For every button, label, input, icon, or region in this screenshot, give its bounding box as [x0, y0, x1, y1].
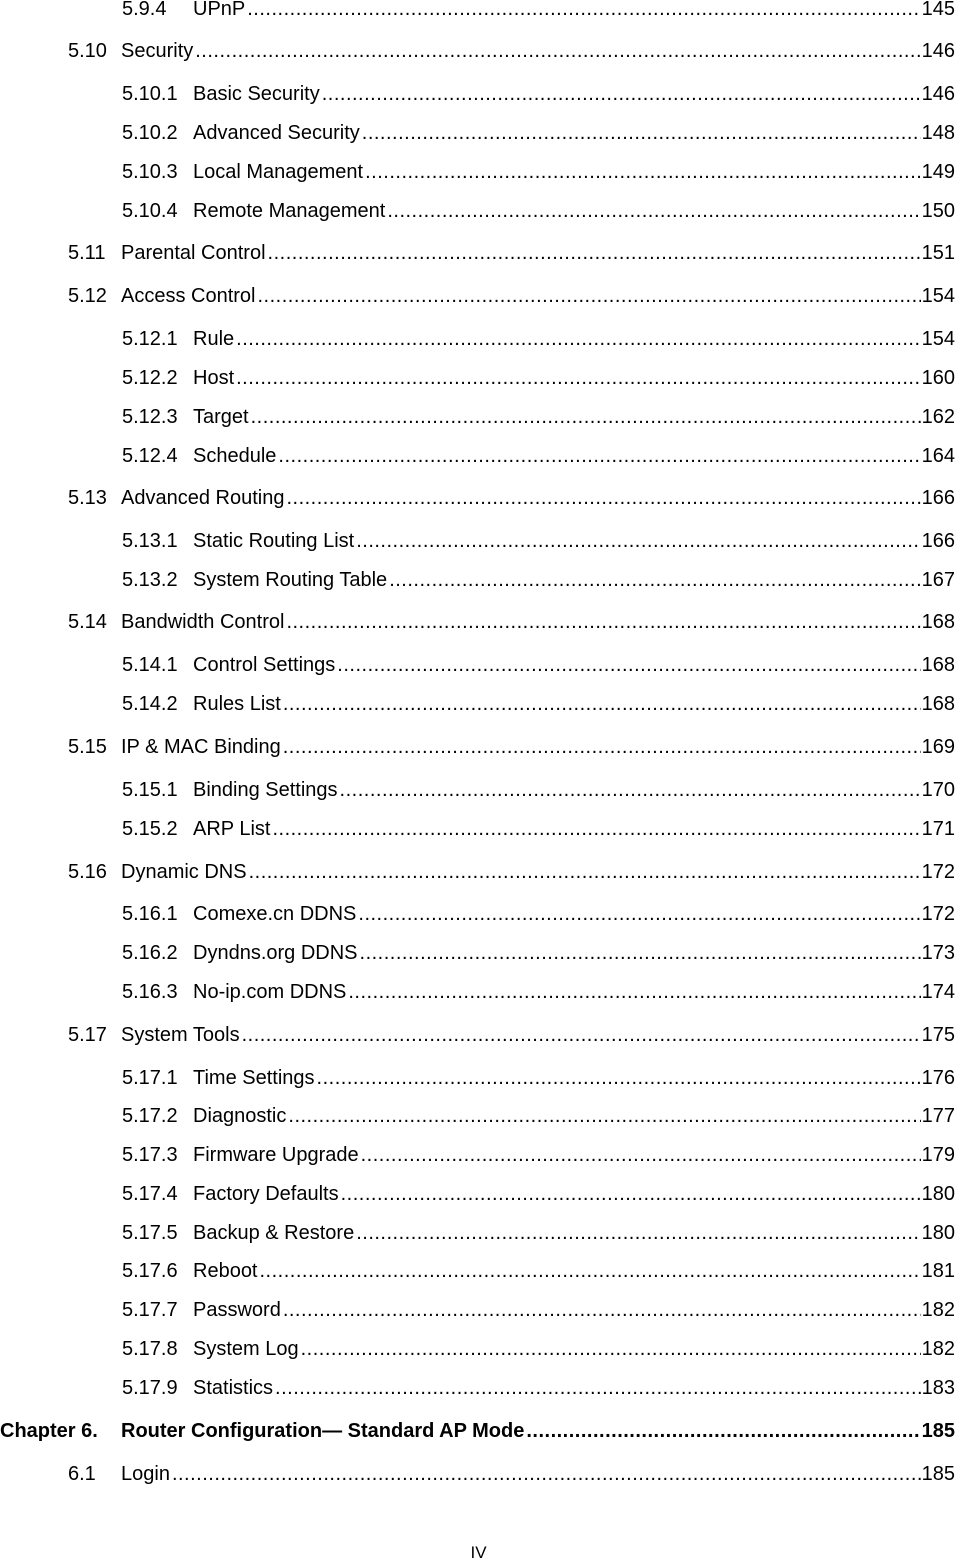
toc-entry[interactable] [0, 1297, 957, 1323]
toc-entry-title: No-ip.com DDNS [193, 981, 347, 1003]
toc-entry-page: 185 [921, 1463, 955, 1485]
toc-entry-page: 177 [921, 1105, 955, 1127]
toc-entry-title: Control Settings [193, 654, 336, 676]
toc-entry-title: Statistics [193, 1377, 274, 1399]
dot-leader [286, 485, 920, 511]
toc-entry-page: 170 [921, 779, 955, 801]
toc-entry-page: 146 [921, 83, 955, 105]
toc-entry-number: 5.12.1 [122, 328, 178, 350]
toc-entry-number: 5.17.1 [122, 1067, 178, 1089]
dot-leader [268, 240, 921, 266]
dot-leader [288, 1103, 920, 1129]
toc-entry-number: 5.10.4 [122, 200, 178, 222]
toc-entry-number: 5.12 [68, 285, 107, 307]
toc-entry-page: 173 [921, 942, 955, 964]
toc-entry-number: 5.15 [68, 736, 107, 758]
toc-entry[interactable] [0, 120, 957, 146]
toc-entry-title: Static Routing List [193, 530, 355, 552]
dot-leader [251, 404, 921, 430]
dot-leader [278, 443, 920, 469]
toc-entry-title: Bandwidth Control [121, 611, 285, 633]
toc-entry-title: Local Management [193, 161, 364, 183]
toc-entry-number: 5.10.2 [122, 122, 178, 144]
dot-leader [283, 691, 921, 717]
toc-entry-number: 5.12.4 [122, 445, 178, 467]
toc-entry-page: 182 [921, 1338, 955, 1360]
dot-leader [337, 652, 920, 678]
toc-entry-title: Firmware Upgrade [193, 1144, 359, 1166]
dot-leader [283, 1297, 921, 1323]
toc-entry-title: Remote Management [193, 200, 386, 222]
toc-entry[interactable] [0, 901, 957, 927]
toc-entry-number: 5.14.2 [122, 693, 178, 715]
toc-entry[interactable] [0, 0, 957, 22]
toc-entry-number: 5.16.3 [122, 981, 178, 1003]
toc-entry-title: Access Control [121, 285, 256, 307]
toc-entry-title: System Tools [121, 1024, 240, 1046]
toc-entry-page: 168 [921, 693, 955, 715]
dot-leader [356, 528, 920, 554]
toc-entry-title: IP & MAC Binding [121, 736, 281, 758]
toc-entry-number: 5.14 [68, 611, 107, 633]
dot-leader [362, 120, 921, 146]
dot-leader [387, 198, 920, 224]
toc-entry[interactable] [0, 1103, 957, 1129]
toc-entry-number: 5.15.1 [122, 779, 178, 801]
toc-entry-number: 5.17.4 [122, 1183, 178, 1205]
toc-entry-title: Login [121, 1463, 170, 1485]
toc-entry-number: 5.11 [68, 242, 106, 264]
toc-entry-page: 175 [921, 1024, 955, 1046]
toc-entry[interactable] [0, 1065, 957, 1091]
toc-entry-number: 5.13.1 [122, 530, 178, 552]
toc-entry-number: 5.17.6 [122, 1260, 178, 1282]
toc-entry-title: Dyndns.org DDNS [193, 942, 358, 964]
toc-entry[interactable] [0, 81, 957, 107]
toc-chapter-entry[interactable] [0, 1418, 957, 1444]
toc-entry[interactable] [0, 198, 957, 224]
toc-entry[interactable] [0, 240, 957, 266]
toc-entry-page: 148 [921, 122, 955, 144]
toc-entry[interactable] [0, 326, 957, 352]
toc-entry-title: Backup & Restore [193, 1222, 355, 1244]
toc-entry[interactable] [0, 979, 957, 1005]
toc-entry-title: Diagnostic [193, 1105, 287, 1127]
toc-entry-page: 160 [921, 367, 955, 389]
toc-entry-title: Schedule [193, 445, 277, 467]
toc-entry[interactable] [0, 1181, 957, 1207]
toc-entry[interactable] [0, 1461, 957, 1487]
dot-leader [526, 1418, 920, 1444]
toc-entry-page: 168 [921, 654, 955, 676]
toc-entry[interactable] [0, 443, 957, 469]
toc-entry[interactable] [0, 609, 957, 635]
toc-entry[interactable] [0, 1336, 957, 1362]
toc-entry-page: 169 [921, 736, 955, 758]
toc-entry-title: Host [193, 367, 235, 389]
toc-entry[interactable] [0, 159, 957, 185]
toc-entry-number: 5.17 [68, 1024, 107, 1046]
toc-entry-page: 168 [921, 611, 955, 633]
toc-entry-title: Target [193, 406, 249, 428]
toc-entry-title: Factory Defaults [193, 1183, 339, 1205]
toc-entry-title: System Routing Table [193, 569, 388, 591]
page-number: IV [470, 1543, 487, 1562]
dot-leader [260, 1258, 921, 1284]
toc-entry-page: 185 [921, 1420, 955, 1442]
dot-leader [286, 609, 920, 635]
toc-entry-page: 176 [921, 1067, 955, 1089]
toc-entry[interactable] [0, 734, 957, 760]
toc-entry-page: 181 [921, 1260, 955, 1282]
toc-entry[interactable] [0, 38, 957, 64]
toc-entry[interactable] [0, 1022, 957, 1048]
dot-leader [275, 1375, 921, 1401]
toc-entry-title: Rule [193, 328, 235, 350]
dot-leader [340, 777, 921, 803]
toc-entry-number: 5.14.1 [122, 654, 178, 676]
toc-entry[interactable] [0, 283, 957, 309]
toc-entry-page: 164 [921, 445, 955, 467]
toc-entry-title: Time Settings [193, 1067, 315, 1089]
toc-entry-page: 151 [921, 242, 955, 264]
toc-entry-title: Advanced Security [193, 122, 360, 144]
toc-entry-page: 172 [921, 903, 955, 925]
toc-entry[interactable] [0, 940, 957, 966]
dot-leader [301, 1336, 921, 1362]
toc-entry-page: 166 [921, 530, 955, 552]
toc-entry[interactable] [0, 567, 957, 593]
toc-entry-page: 180 [921, 1222, 955, 1244]
toc-entry-page: 172 [921, 861, 955, 883]
dot-leader [258, 283, 921, 309]
dot-leader [361, 1142, 921, 1168]
toc-entry-number: 5.12.2 [122, 367, 178, 389]
dot-leader [283, 734, 921, 760]
toc-entry-title: ARP List [193, 818, 271, 840]
toc-entry-number: 5.16.1 [122, 903, 178, 925]
toc-entry[interactable] [0, 1258, 957, 1284]
toc-entry-title: Binding Settings [193, 779, 338, 801]
toc-entry-page: 150 [921, 200, 955, 222]
toc-entry-number: 5.13.2 [122, 569, 178, 591]
toc-entry[interactable] [0, 404, 957, 430]
toc-entry-title: Comexe.cn DDNS [193, 903, 357, 925]
toc-entry-number: 5.17.8 [122, 1338, 178, 1360]
dot-leader [365, 159, 921, 185]
toc-entry[interactable] [0, 528, 957, 554]
toc-entry-page: 167 [921, 569, 955, 591]
toc-entry-page: 145 [921, 0, 955, 20]
toc-entry-number: 5.17.7 [122, 1299, 178, 1321]
toc-entry-number: 6.1 [68, 1463, 96, 1485]
toc-entry[interactable] [0, 1142, 957, 1168]
toc-entry-page: 154 [921, 328, 955, 350]
dot-leader [389, 567, 920, 593]
toc-entry-title: Advanced Routing [121, 487, 285, 509]
toc-entry-title: Rules List [193, 693, 281, 715]
dot-leader [348, 979, 920, 1005]
toc-entry-number: 5.12.3 [122, 406, 178, 428]
dot-leader [317, 1065, 921, 1091]
toc-entry-number: 5.15.2 [122, 818, 178, 840]
toc-entry[interactable] [0, 1375, 957, 1401]
toc-entry[interactable] [0, 777, 957, 803]
toc-entry-page: 171 [921, 818, 955, 840]
toc-entry-title: Dynamic DNS [121, 861, 247, 883]
dot-leader [236, 326, 920, 352]
dot-leader [341, 1181, 921, 1207]
dot-leader [322, 81, 921, 107]
toc-entry[interactable] [0, 816, 957, 842]
toc-entry[interactable] [0, 691, 957, 717]
toc-entry-number: 5.10 [68, 40, 107, 62]
toc-entry-number: 5.16 [68, 861, 107, 883]
toc-entry-number: 5.13 [68, 487, 107, 509]
toc-entry-title: UPnP [193, 0, 246, 20]
toc-entry-page: 174 [921, 981, 955, 1003]
toc-entry-number: 5.17.9 [122, 1377, 178, 1399]
toc-entry-page: 182 [921, 1299, 955, 1321]
toc-entry-page: 183 [921, 1377, 955, 1399]
toc-entry-title: Reboot [193, 1260, 258, 1282]
toc-entry-number: 5.10.1 [122, 83, 178, 105]
dot-leader [358, 901, 920, 927]
toc-entry-number: 5.17.2 [122, 1105, 178, 1127]
toc-entry[interactable] [0, 652, 957, 678]
toc-entry-page: 179 [921, 1144, 955, 1166]
toc-entry-page: 162 [921, 406, 955, 428]
dot-leader [236, 365, 921, 391]
dot-leader [242, 1022, 921, 1048]
toc-entry-number: 5.17.5 [122, 1222, 178, 1244]
toc-entry[interactable] [0, 859, 957, 885]
dot-leader [247, 0, 920, 22]
toc-entry-page: 166 [921, 487, 955, 509]
toc-entry-title: Basic Security [193, 83, 320, 105]
dot-leader [195, 38, 920, 64]
toc-entry-page: 180 [921, 1183, 955, 1205]
toc-entry-page: 146 [921, 40, 955, 62]
toc-entry-number: 5.10.3 [122, 161, 178, 183]
toc-entry[interactable] [0, 1220, 957, 1246]
toc-entry-title: Security [121, 40, 194, 62]
dot-leader [249, 859, 921, 885]
dot-leader [172, 1461, 921, 1487]
toc-entry-number: 5.16.2 [122, 942, 178, 964]
toc-entry-number: Chapter 6. [0, 1420, 98, 1442]
toc-entry-title: Parental Control [121, 242, 266, 264]
toc-entry-title: System Log [193, 1338, 299, 1360]
dot-leader [360, 940, 921, 966]
toc-entry-page: 149 [921, 161, 955, 183]
toc-entry-number: 5.17.3 [122, 1144, 178, 1166]
toc-entry-number: 5.9.4 [122, 0, 167, 20]
toc-entry-title: Router Configuration— Standard AP Mode [121, 1420, 525, 1442]
dot-leader [356, 1220, 920, 1246]
toc-entry[interactable] [0, 485, 957, 511]
toc-entry[interactable] [0, 365, 957, 391]
toc-entry-title: Password [193, 1299, 281, 1321]
dot-leader [272, 816, 920, 842]
toc-entry-page: 154 [921, 285, 955, 307]
